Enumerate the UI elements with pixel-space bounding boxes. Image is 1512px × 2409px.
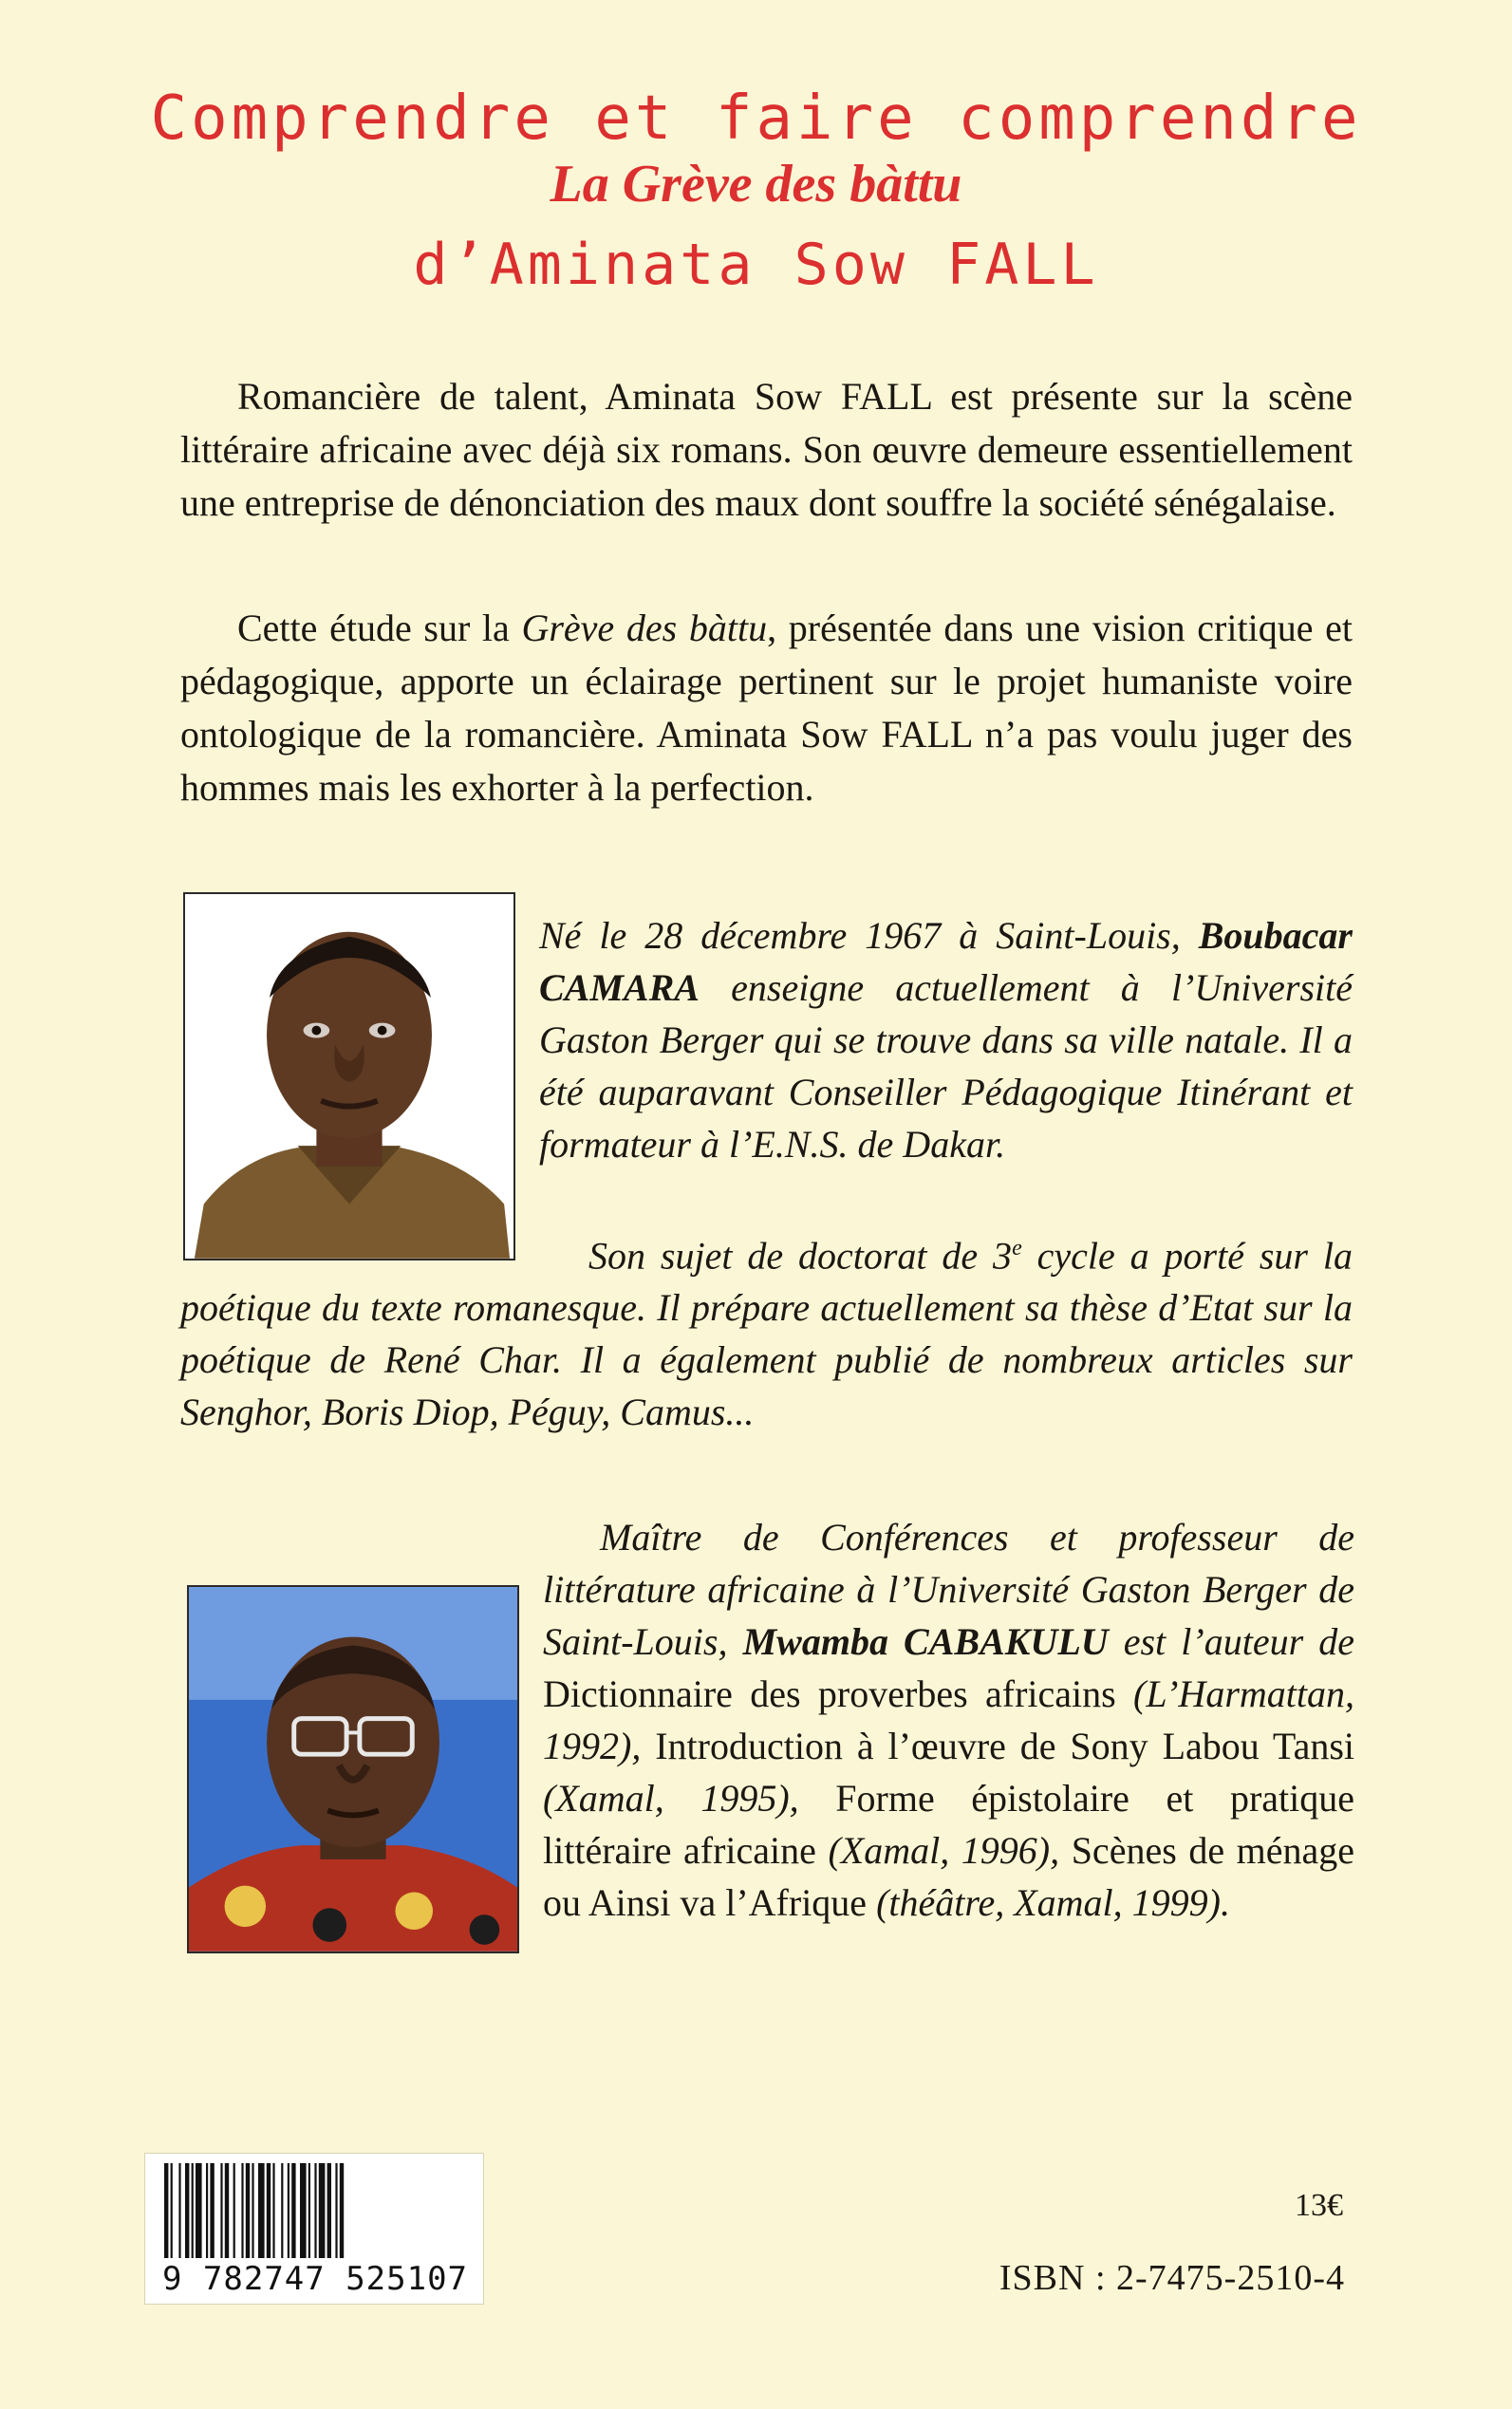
barcode-bar	[225, 2163, 229, 2258]
author1-bio-text-c: Son sujet de doctorat de 3	[588, 1234, 1013, 1278]
author1-bio-text-d: cycle a porté sur la poétique du texte romanesque. Il prépare actuellement sa thèse d’Etat sur la poétique de René Char. Il a également publié de nombreux articles sur Senghor, Boris Diop, Péguy, Camus...	[180, 1234, 1353, 1434]
title-line-3: d’Aminata Sow FALL	[413, 232, 1099, 298]
author1-bio-text-b: enseigne actuellement à l’Université Gaston Berger qui se trouve dans sa ville natale. Il a été auparavant Conseiller Pédagogique Itinérant et formateur à l’E.N.S. de Dakar.	[539, 966, 1353, 1166]
author1-name: Boubacar CAMARA	[539, 914, 1353, 1009]
summary-text-1: Romancière de talent, Aminata Sow FALL est présente sur la scène littéraire africaine avec déjà six romans. Son œuvre demeure essentiellement une entreprise de dénonciation des maux dont souffre la société sénégalaise.	[180, 375, 1353, 524]
title-line-1: Comprendre et faire comprendre	[150, 84, 1362, 154]
barcode-bar	[291, 2163, 295, 2258]
author2-work-1: Dictionnaire des proverbes africains	[543, 1672, 1116, 1715]
summary-text-2b: , présentée dans une vision critique et pédagogique, apporte un éclairage pertinent sur le projet humaniste voire ontologique de la romancière. Aminata Sow FALL n’a pas voulu juger des hommes mais les exhorter à la perfection.	[180, 607, 1353, 809]
barcode-bar	[267, 2163, 271, 2258]
author2-publisher-2: (Xamal, 1995),	[543, 1777, 836, 1820]
barcode-bar	[314, 2163, 316, 2258]
barcode-bar	[327, 2163, 331, 2258]
barcode-bar	[192, 2163, 194, 2258]
summary-paragraph-2	[180, 602, 1353, 814]
barcode-bar	[241, 2163, 243, 2258]
barcode	[144, 2153, 484, 2305]
barcode-bar	[185, 2163, 189, 2258]
barcode-bar	[178, 2163, 180, 2258]
author1-bio-continued	[180, 1223, 1353, 1438]
barcode-bars	[164, 2163, 466, 2262]
barcode-bar	[246, 2163, 250, 2258]
author1-bio	[539, 909, 1353, 1170]
author2-work-2: Introduction à l’œuvre de Sony Labou Tansi	[655, 1725, 1354, 1767]
barcode-bar	[210, 2163, 214, 2258]
isbn: ISBN : 2-7475-2510-4	[999, 2258, 1345, 2298]
author2-bio	[543, 1511, 1354, 1929]
barcode-digits: 9 782747 525107	[161, 2260, 469, 2298]
author1-bio-text-a: Né le 28 décembre 1967 à Saint-Louis,	[539, 914, 1199, 957]
summary-paragraph-1	[180, 370, 1353, 530]
barcode-bar	[335, 2163, 337, 2258]
barcode-bar	[272, 2163, 274, 2258]
author2-bio-text-b: est l’auteur de	[1108, 1620, 1354, 1663]
barcode-bar	[206, 2163, 208, 2258]
author2-bio-text-a: Maître de Conférences et professeur de littérature africaine à l’Université Gaston Berger de Saint-Louis,	[543, 1516, 1354, 1663]
author1-photo	[183, 892, 515, 1261]
barcode-bar	[288, 2163, 289, 2258]
barcode-bar	[319, 2163, 326, 2258]
summary-book-title: Grève des bàttu	[521, 607, 768, 649]
barcode-bar	[340, 2163, 344, 2258]
barcode-bar	[258, 2163, 265, 2258]
author2-work-4: Scènes de ménage ou Ainsi va l’Afrique	[543, 1829, 1355, 1924]
barcode-bar	[164, 2163, 168, 2258]
barcode-bar	[171, 2163, 173, 2258]
author2-portrait-image	[189, 1587, 517, 1951]
author2-photo	[187, 1585, 519, 1953]
barcode-bar	[308, 2163, 310, 2258]
barcode-bar	[281, 2163, 283, 2258]
title-line-2: La Grève des bàttu	[550, 155, 962, 214]
price: 13€	[1295, 2188, 1343, 2223]
barcode-bar	[196, 2163, 202, 2258]
author2-work-3: Forme épistolaire et pratique littéraire africaine	[543, 1777, 1354, 1872]
author2-name: Mwamba CABAKULU	[742, 1620, 1109, 1663]
barcode-bar	[300, 2163, 307, 2258]
barcode-bar	[220, 2163, 222, 2258]
author2-publisher-1: (L’Harmattan, 1992),	[543, 1672, 1354, 1767]
barcode-bar	[252, 2163, 253, 2258]
barcode-bar	[233, 2163, 235, 2258]
author2-publisher-4: (théâtre, Xamal, 1999).	[867, 1881, 1230, 1924]
author2-publisher-3: (Xamal, 1996),	[815, 1829, 1072, 1872]
summary-text-2a: Cette étude sur la	[237, 607, 522, 649]
author1-bio-superscript: e	[1012, 1236, 1022, 1261]
author1-portrait-image	[185, 894, 513, 1259]
